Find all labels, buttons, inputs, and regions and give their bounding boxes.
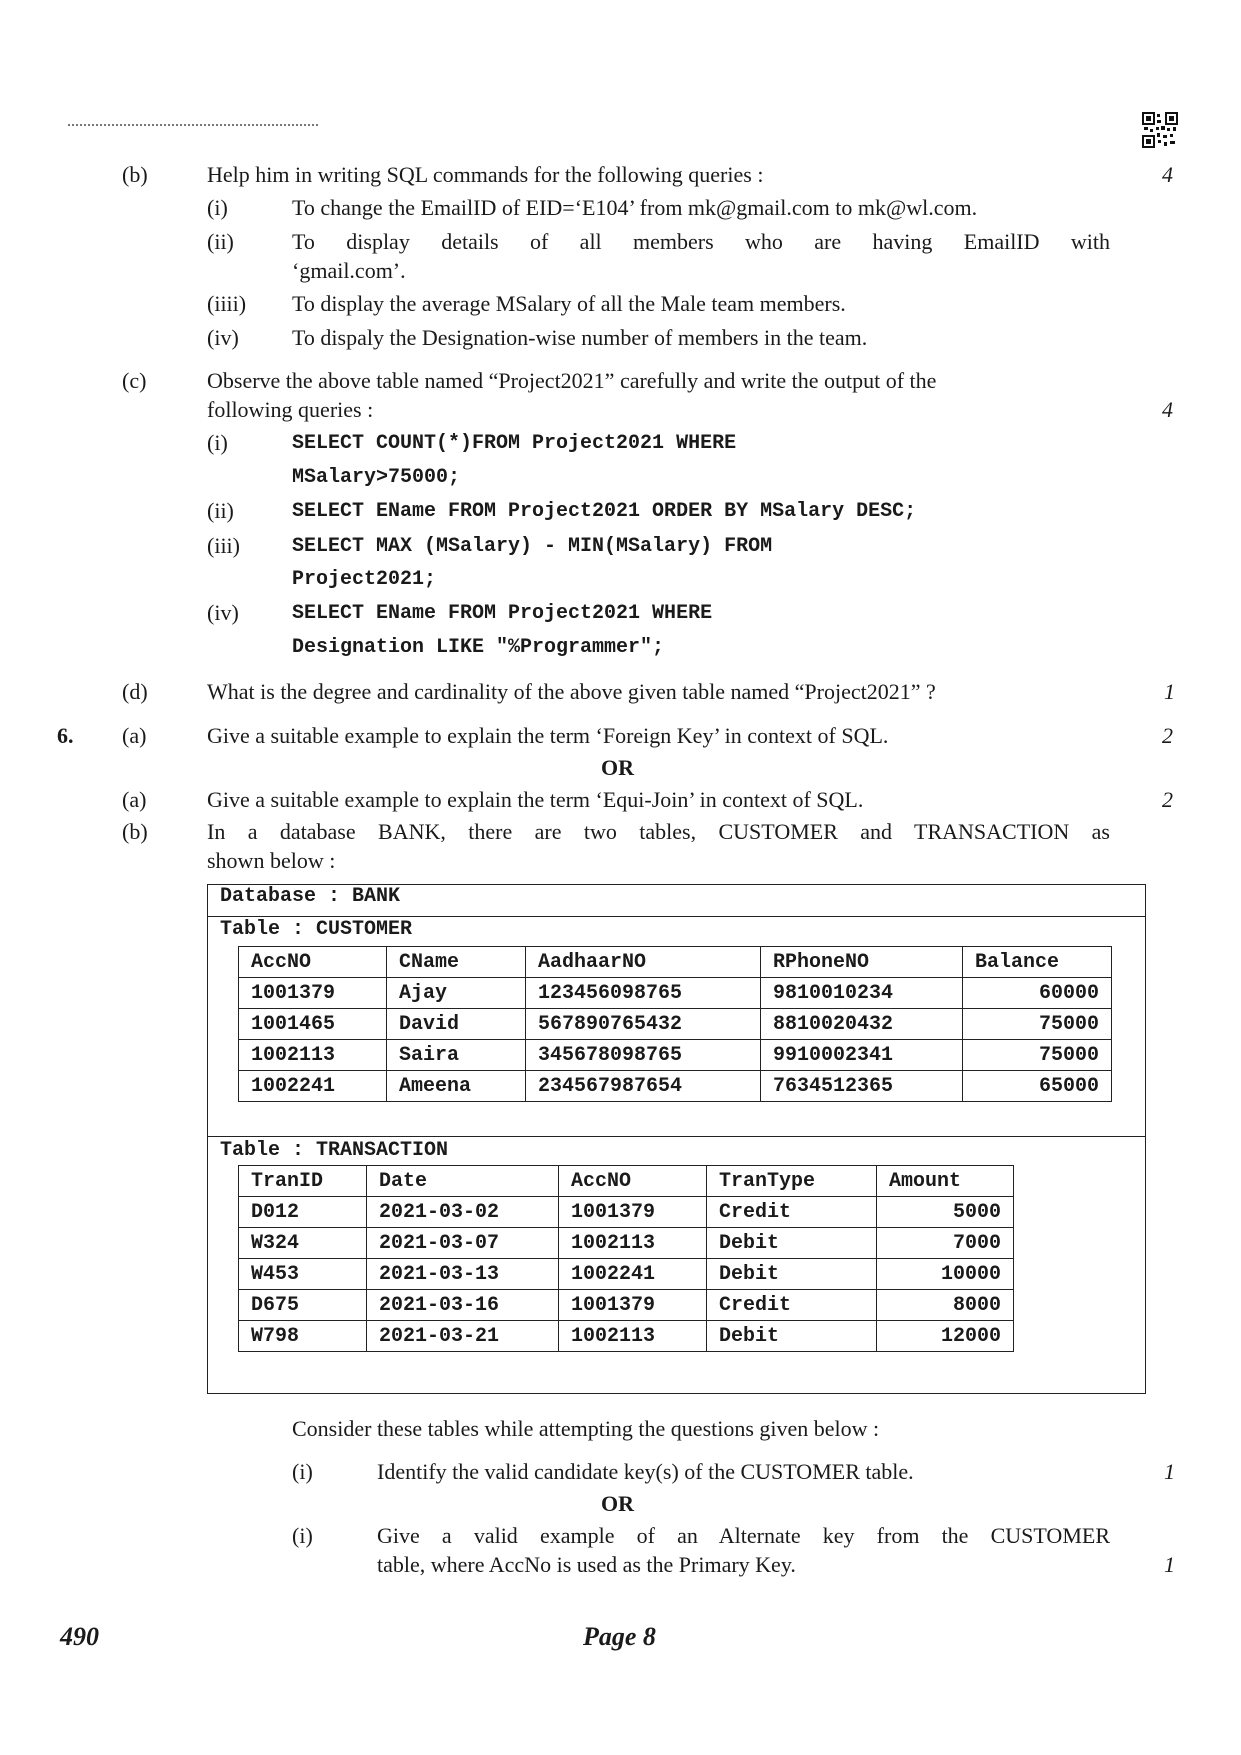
q5b-text: Help him in writing SQL commands for the following queries :	[207, 162, 764, 187]
customer-table	[238, 946, 1112, 1102]
table-cell: Debit	[707, 1259, 877, 1290]
table-cell: 60000	[963, 978, 1112, 1009]
q5c-iv-line2: Designation LIKE "%Programmer";	[292, 636, 665, 659]
table-cell: 1001465	[239, 1009, 387, 1040]
q6b-i2-line1: Give a valid example of an Alternate key from the CUSTOMER	[377, 1523, 1110, 1548]
table-row	[239, 978, 1112, 1009]
page-number: Page 8	[583, 1622, 656, 1651]
transaction-table	[238, 1165, 1014, 1352]
q5b-iv-text: To dispaly the Designation-wise number of members in the team.	[292, 325, 868, 350]
table-cell: 10000	[877, 1259, 1014, 1290]
table-cell: 75000	[963, 1009, 1112, 1040]
table-cell: 7634512365	[761, 1071, 963, 1102]
table-row	[239, 1040, 1112, 1071]
q5c-line1: Observe the above table named “Project2021” carefully and write the output of the	[207, 368, 937, 393]
q5b-ii-line1: To display details of all members who are having EmailID with	[292, 229, 1110, 254]
table-row	[239, 1009, 1112, 1040]
q5d-label: (d)	[122, 679, 148, 704]
table-cell: Credit	[707, 1197, 877, 1228]
table-cell: 567890765432	[526, 1009, 761, 1040]
q6a1-marks: 2	[1162, 723, 1173, 748]
table-cell: Debit	[707, 1321, 877, 1352]
q5d-text: What is the degree and cardinality of the above given table named “Project2021” ?	[207, 679, 936, 704]
table-cell: W453	[239, 1259, 367, 1290]
q5c-i-num: (i)	[207, 430, 228, 455]
table-row	[239, 1321, 1014, 1352]
q6b-i1-text: Identify the valid candidate key(s) of the CUSTOMER table.	[377, 1459, 914, 1484]
customer-header-row	[239, 947, 1112, 978]
q6-or: OR	[601, 755, 634, 780]
table-cell: 1002241	[239, 1071, 387, 1102]
q5b-ii-num: (ii)	[207, 229, 234, 254]
q6-number: 6.	[57, 723, 74, 748]
table-cell: 9910002341	[761, 1040, 963, 1071]
q5b-iii-text: To display the average MSalary of all the Male team members.	[292, 291, 846, 316]
table-cell: 1002113	[559, 1321, 707, 1352]
table-cell: 2021-03-16	[367, 1290, 559, 1321]
q6b-line1: In a database BANK, there are two tables, CUSTOMER and TRANSACTION as	[207, 819, 1110, 844]
transaction-col-trantype: TranType	[707, 1166, 877, 1197]
q6b-i2-line2: table, where AccNo is used as the Primary Key.	[377, 1552, 796, 1577]
q5c-label: (c)	[122, 368, 147, 393]
table-cell: 8810020432	[761, 1009, 963, 1040]
q6a1-label: (a)	[122, 723, 147, 748]
table-cell: 1001379	[559, 1197, 707, 1228]
table-row	[239, 1197, 1014, 1228]
q6b-i1-marks: 1	[1164, 1459, 1175, 1484]
table-cell: 2021-03-21	[367, 1321, 559, 1352]
customer-col-rphoneno: RPhoneNO	[761, 947, 963, 978]
table-cell: Ameena	[387, 1071, 526, 1102]
q6b-i2-num: (i)	[292, 1523, 313, 1548]
table-cell: 9810010234	[761, 978, 963, 1009]
q5d-marks: 1	[1164, 679, 1175, 704]
table-row	[239, 1259, 1014, 1290]
table-cell: W798	[239, 1321, 367, 1352]
q5b-i-num: (i)	[207, 195, 228, 220]
transaction-col-amount: Amount	[877, 1166, 1014, 1197]
q6a2-text: Give a suitable example to explain the term ‘Equi-Join’ in context of SQL.	[207, 787, 864, 812]
table-cell: 2021-03-02	[367, 1197, 559, 1228]
table-cell: 1002241	[559, 1259, 707, 1290]
q5c-iv-num: (iv)	[207, 600, 239, 625]
q5c-marks: 4	[1162, 397, 1173, 422]
table-cell: W324	[239, 1228, 367, 1259]
table-cell: Debit	[707, 1228, 877, 1259]
table-cell: 345678098765	[526, 1040, 761, 1071]
q5b-iv-num: (iv)	[207, 325, 239, 350]
q5c-ii-line1: SELECT EName FROM Project2021 ORDER BY MSalary DESC;	[292, 500, 917, 523]
q5c-iii-line1: SELECT MAX (MSalary) - MIN(MSalary) FROM	[292, 535, 773, 558]
qr-code-icon	[1142, 112, 1178, 148]
customer-table-title: Table : CUSTOMER	[220, 918, 413, 941]
customer-col-accno: AccNO	[239, 947, 387, 978]
table-cell: 65000	[963, 1071, 1112, 1102]
customer-col-aadhaarno: AadhaarNO	[526, 947, 761, 978]
table-cell: Ajay	[387, 978, 526, 1009]
table-cell: 234567987654	[526, 1071, 761, 1102]
transaction-col-date: Date	[367, 1166, 559, 1197]
table-cell: Credit	[707, 1290, 877, 1321]
table-cell: Saira	[387, 1040, 526, 1071]
table-cell: 12000	[877, 1321, 1014, 1352]
table-cell: 123456098765	[526, 978, 761, 1009]
consider-text: Consider these tables while attempting the questions given below :	[292, 1416, 880, 1441]
table-cell: 7000	[877, 1228, 1014, 1259]
paper-code: 490	[60, 1622, 99, 1651]
q6b-i1-num: (i)	[292, 1459, 313, 1484]
table-cell: 2021-03-07	[367, 1228, 559, 1259]
q5b-marks: 4	[1162, 162, 1173, 187]
transaction-table-title: Table : TRANSACTION	[220, 1139, 449, 1162]
database-title: Database : BANK	[220, 885, 401, 908]
q5c-iv-line1: SELECT EName FROM Project2021 WHERE	[292, 602, 713, 625]
table-cell: D675	[239, 1290, 367, 1321]
q6b-line2: shown below :	[207, 848, 336, 873]
q6a1-text: Give a suitable example to explain the term ‘Foreign Key’ in context of SQL.	[207, 723, 889, 748]
q5b-iii-num: (iiii)	[207, 291, 247, 316]
transaction-col-accno: AccNO	[559, 1166, 707, 1197]
table-cell: 75000	[963, 1040, 1112, 1071]
q5c-line2: following queries :	[207, 397, 374, 422]
table-cell: David	[387, 1009, 526, 1040]
table-row	[239, 1071, 1112, 1102]
q5c-iii-num: (iii)	[207, 533, 240, 558]
header-rule	[68, 124, 318, 126]
q6b-i2-marks: 1	[1164, 1552, 1175, 1577]
table-cell: 8000	[877, 1290, 1014, 1321]
table-cell: 5000	[877, 1197, 1014, 1228]
table-cell: D012	[239, 1197, 367, 1228]
q6b-label: (b)	[122, 819, 148, 844]
transaction-col-tranid: TranID	[239, 1166, 367, 1197]
table-cell: 2021-03-13	[367, 1259, 559, 1290]
table-cell: 1002113	[559, 1228, 707, 1259]
q5c-iii-line2: Project2021;	[292, 568, 437, 591]
q5c-ii-num: (ii)	[207, 498, 234, 523]
table-cell: 1002113	[239, 1040, 387, 1071]
table-row	[239, 1290, 1014, 1321]
table-row	[239, 1228, 1014, 1259]
q6-or-2: OR	[601, 1491, 634, 1516]
q5c-i-line1: SELECT COUNT(*)FROM Project2021 WHERE	[292, 432, 737, 455]
q6a2-label: (a)	[122, 787, 147, 812]
q5c-i-line2: MSalary>75000;	[292, 466, 461, 489]
transaction-header-row	[239, 1166, 1014, 1197]
table-cell: 1001379	[559, 1290, 707, 1321]
customer-col-balance: Balance	[963, 947, 1112, 978]
q5b-label: (b)	[122, 162, 148, 187]
table-cell: 1001379	[239, 978, 387, 1009]
q5b-ii-line2: ‘gmail.com’.	[292, 258, 406, 283]
q5b-i-text: To change the EmailID of EID=‘E104’ from mk@gmail.com to mk@wl.com.	[292, 195, 978, 220]
customer-col-cname: CName	[387, 947, 526, 978]
q6a2-marks: 2	[1162, 787, 1173, 812]
